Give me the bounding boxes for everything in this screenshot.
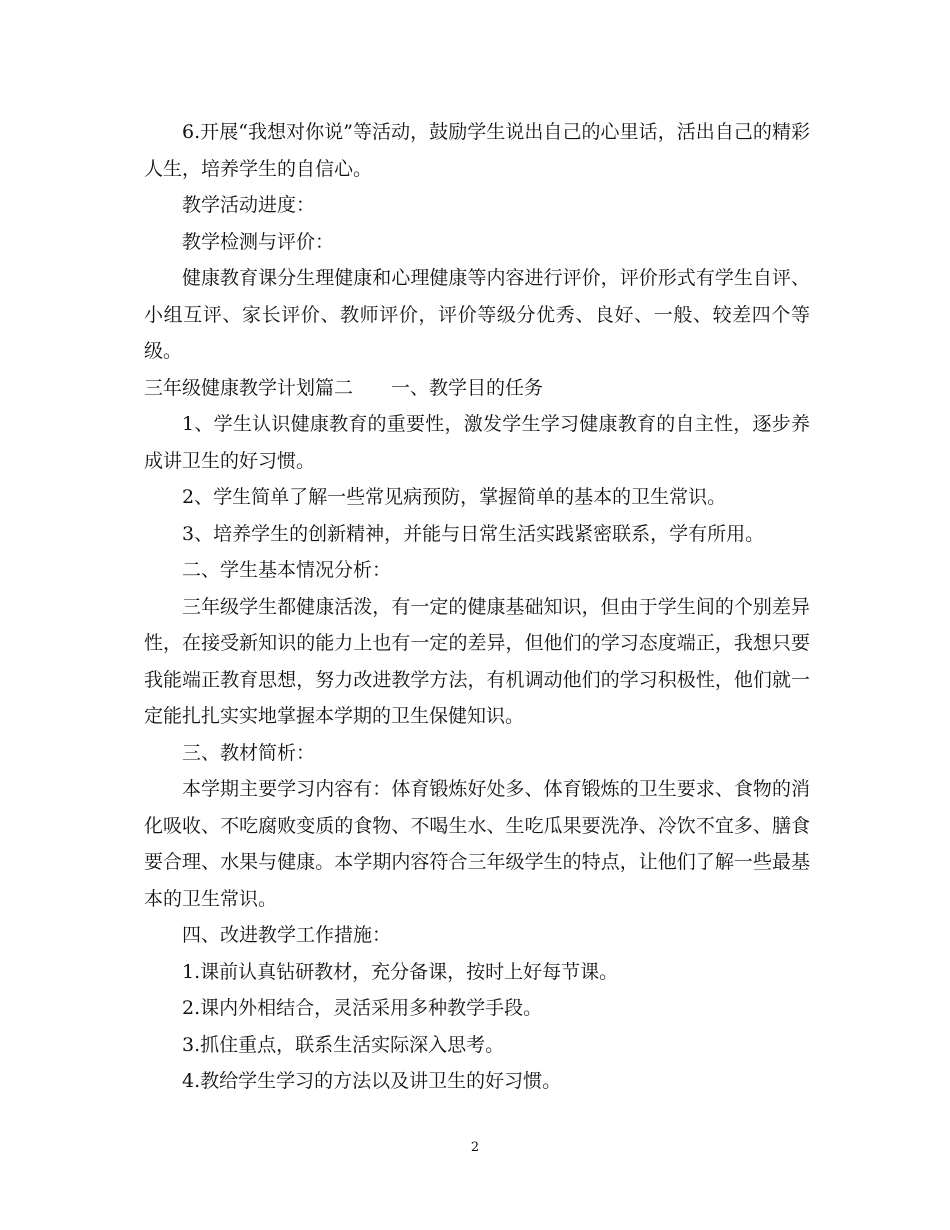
- paragraph-activity-6: 6.开展“我想对你说”等活动，鼓励学生说出自己的心里话，活出自己的精彩人生，培养学生的自信心。: [144, 121, 810, 180]
- paragraph-assessment-heading: 教学检测与评价：: [182, 230, 335, 253]
- measure-item-4: 4.教给学生学习的方法以及讲卫生的好习惯。: [182, 1070, 562, 1092]
- measure-item-3: 3.抓住重点，联系生活实际深入思考。: [182, 1033, 505, 1056]
- paragraph-student-analysis: 三年级学生都健康活泼，有一定的健康基础知识，但由于学生间的个别差异性，在接受新知识的能力上也有一定的差异，但他们的学习态度端正，我想只要我能端正教育思想，努力改进教学方法，有机调动他们的学习积极性，他们就一定能扎扎实实地掌握本学期的卫生保健知识。: [144, 595, 810, 727]
- paragraph-goal-2: 2、学生简单了解一些常见病预防，掌握简单的基本的卫生常识。: [182, 486, 727, 508]
- heading-improvement-measures: 四、改进教学工作措施：: [182, 924, 392, 946]
- document-body: [144, 114, 810, 1100]
- measure-item-2: 2.课内外相结合，灵活采用多种教学手段。: [182, 997, 543, 1019]
- paragraph-teaching-progress: 教学活动进度：: [182, 194, 316, 216]
- section-title-plan-two: 三年级健康教学计划篇二 一、教学目的任务: [144, 376, 544, 399]
- paragraph-textbook-analysis: 本学期主要学习内容有：体育锻炼好处多、体育锻炼的卫生要求、食物的消化吸收、不吃腐败变质的食物、不喝生水、生吃瓜果要洗净、冷饮不宜多、膳食要合理、水果与健康。本学期内容符合三年级学生的特点，让他们了解一些最基本的卫生常识。: [144, 778, 810, 910]
- paragraph-goal-1: 1、学生认识健康教育的重要性，激发学生学习健康教育的自主性，逐步养成讲卫生的好习惯。: [144, 413, 810, 472]
- paragraph-goal-3: 3、培养学生的创新精神，并能与日常生活实践紧密联系，学有所用。: [182, 522, 765, 545]
- paragraph-assessment-detail: 健康教育课分生理健康和心理健康等内容进行评价，评价形式有学生自评、小组互评、家长评价、教师评价，评价等级分优秀、良好、一般、较差四个等级。: [144, 267, 810, 362]
- measure-item-1: 1.课前认真钻研教材，充分备课，按时上好每节课。: [182, 960, 619, 983]
- heading-textbook-analysis: 三、教材简析：: [182, 741, 316, 764]
- heading-student-analysis: 二、学生基本情况分析：: [182, 559, 392, 581]
- page-number: 2: [470, 1140, 480, 1155]
